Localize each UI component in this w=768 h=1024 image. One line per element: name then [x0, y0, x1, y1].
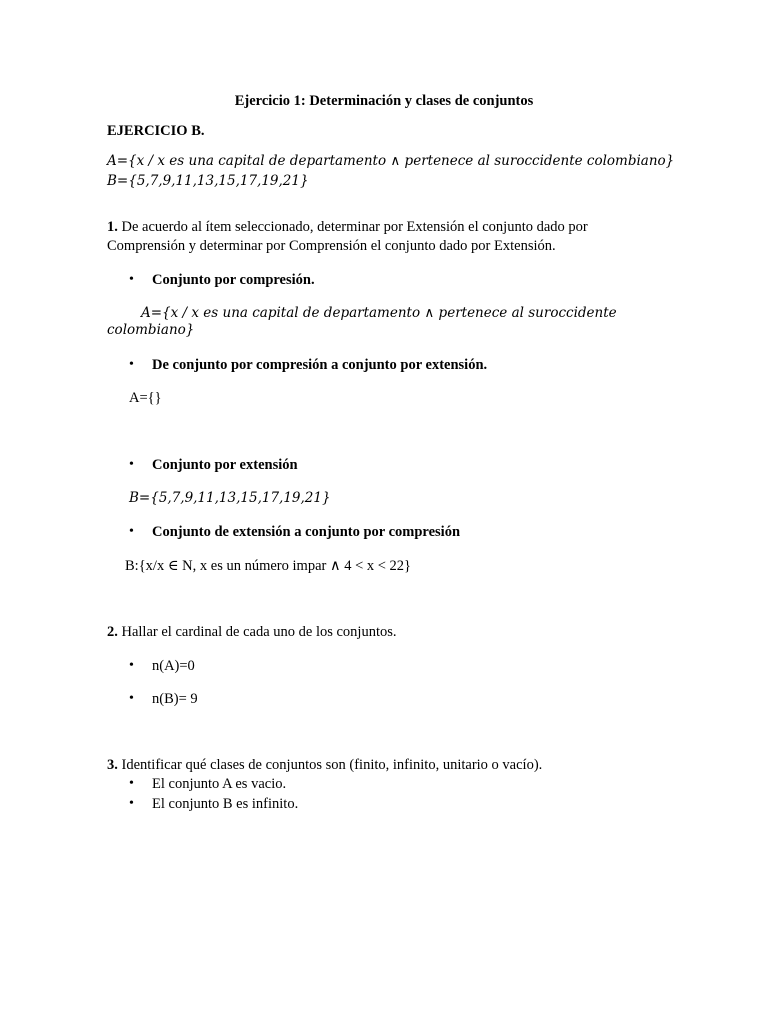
class-set-b: El conjunto B es infinito. — [152, 796, 299, 812]
q1-number: 1. — [107, 219, 118, 235]
bullet-icon: • — [129, 357, 134, 372]
bullet-icon: • — [129, 272, 134, 287]
set-b-comprehension: B:{x/x ∈ N, x es un número impar ∧ 4 < x < 22} — [125, 558, 412, 574]
set-a-extension: A={} — [129, 390, 162, 406]
q1-text-line1: De acuerdo al ítem seleccionado, determinar por Extensión el conjunto dado por — [117, 219, 588, 235]
bullet-icon: • — [129, 524, 134, 539]
exercise-subtitle: EJERCICIO B. — [107, 123, 205, 139]
set-a-comprehension-line1: A={x / x es una capital de departamento ∧ pertenece al suroccidente — [141, 305, 617, 321]
cardinal-b: n(B)= 9 — [152, 691, 198, 707]
q1-paragraph-line1 — [107, 218, 588, 236]
q2-number: 2. — [107, 624, 118, 640]
q1-bullet-extension: Conjunto por extensión — [152, 457, 298, 473]
set-b-extension: B={5,7,9,11,13,15,17,19,21} — [129, 490, 331, 506]
q2-text: Hallar el cardinal de cada uno de los conjuntos. — [117, 624, 397, 640]
bullet-icon: • — [129, 776, 134, 791]
document-title: Ejercicio 1: Determinación y clases de conjuntos — [234, 93, 534, 109]
set-b-definition: B={5,7,9,11,13,15,17,19,21} — [107, 173, 309, 189]
cardinal-a: n(A)=0 — [152, 658, 195, 674]
q1-bullet-comp-to-ext: De conjunto por compresión a conjunto por extensión. — [152, 357, 488, 373]
q1-bullet-ext-to-comp: Conjunto de extensión a conjunto por compresión — [152, 524, 461, 540]
bullet-icon: • — [129, 796, 134, 811]
q3-text: Identificar qué clases de conjuntos son (finito, infinito, unitario o vacío). — [117, 757, 543, 773]
set-a-definition: A={x / x es una capital de departamento ∧ pertenece al suroccidente colombiano} — [107, 153, 675, 169]
bullet-icon: • — [129, 658, 134, 673]
class-set-a: El conjunto A es vacio. — [152, 776, 287, 792]
bullet-icon: • — [129, 457, 134, 472]
q1-bullet-compresion: Conjunto por compresión. — [152, 272, 315, 288]
q3-paragraph — [107, 756, 542, 774]
q3-number: 3. — [107, 757, 118, 773]
q1-text-line2: Comprensión y determinar por Comprensión el conjunto dado por Extensión. — [107, 238, 556, 254]
q2-paragraph — [107, 623, 397, 641]
set-a-comprehension-line2: colombiano} — [107, 322, 195, 338]
bullet-icon: • — [129, 691, 134, 706]
